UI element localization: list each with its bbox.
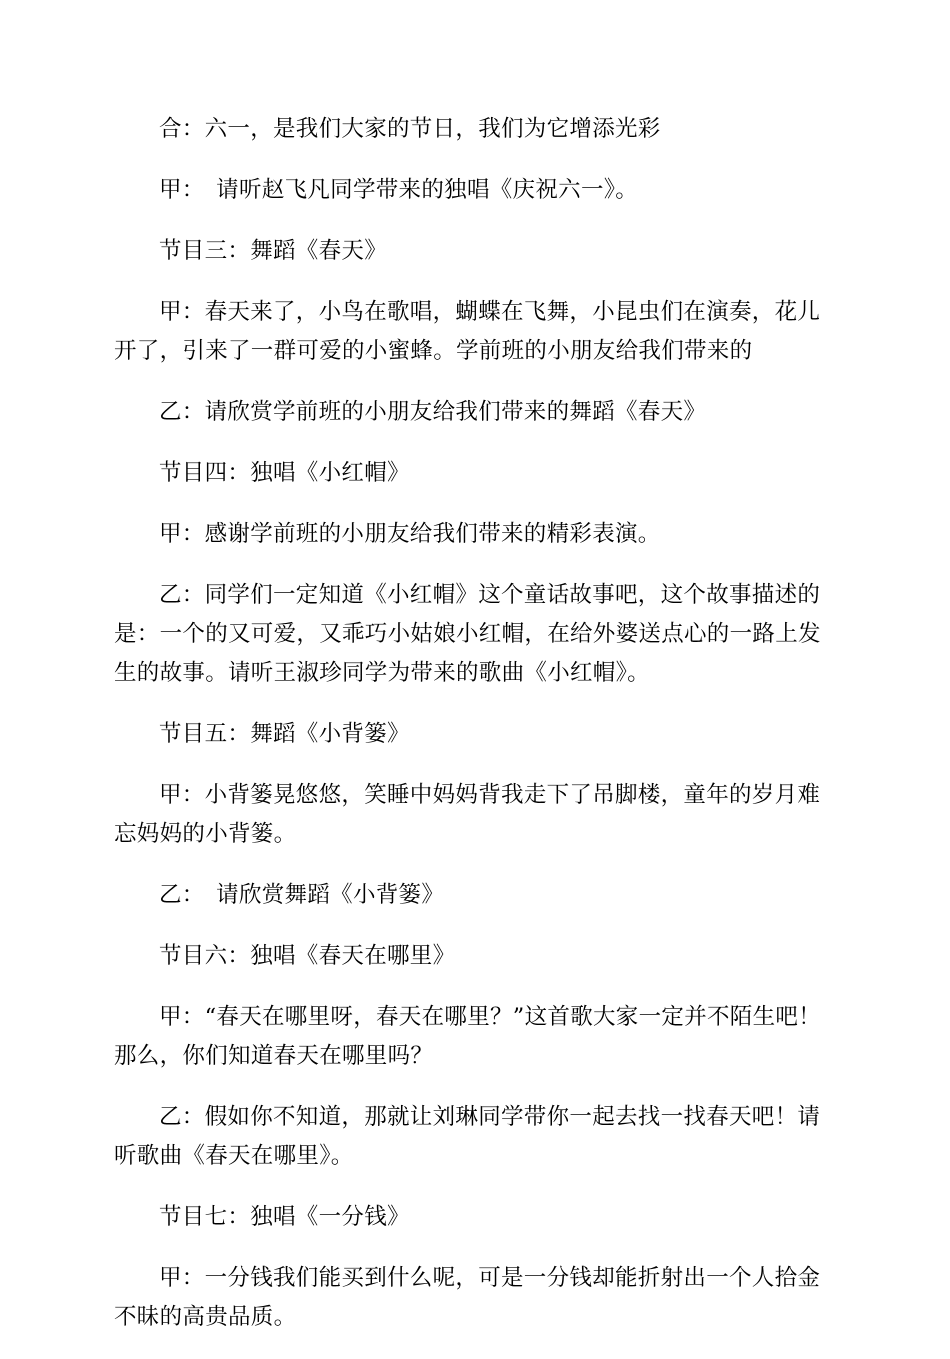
paragraph-yi-basket-dance: 乙： 请欣赏舞蹈《小背篓》: [159, 882, 445, 908]
paragraph-chorus-intro: 合：六一，是我们大家的节日，我们为它增添光彩: [159, 116, 661, 142]
program-7-heading: 节目七：独唱《一分钱》: [159, 1204, 410, 1230]
program-5-heading: 节目五：舞蹈《小背篓》: [159, 721, 410, 747]
program-4-heading: 节目四：独唱《小红帽》: [159, 460, 410, 486]
paragraph-yi-spring-dance: 乙：请欣赏学前班的小朋友给我们带来的舞蹈《春天》: [159, 399, 707, 425]
paragraph-jia-spring: 甲：春天来了，小鸟在歌唱，蝴蝶在飞舞，小昆虫们在演奏，花儿开了，引来了一群可爱的小蜜蜂。学前班的小朋友给我们带来的: [114, 299, 821, 364]
program-6-heading: 节目六：独唱《春天在哪里》: [159, 943, 456, 969]
paragraph-yi-red-riding-hood: 乙：同学们一定知道《小红帽》这个童话故事吧，这个故事描述的是：一个的又可爱，又乖巧小姑娘小红帽，在给外婆送点心的一路上发生的故事。请听王淑珍同学为带来的歌曲《小红帽》。: [114, 582, 821, 686]
paragraph-jia-where-spring: 甲：“春天在哪里呀，春天在哪里？”这首歌大家一定并不陌生吧！那么，你们知道春天在哪里吗？: [114, 1004, 822, 1069]
paragraph-yi-where-spring: 乙：假如你不知道，那就让刘琳同学带你一起去找一找春天吧！请听歌曲《春天在哪里》。: [114, 1104, 821, 1169]
document-body: [114, 110, 836, 1359]
program-3-heading: 节目三：舞蹈《春天》: [159, 238, 388, 264]
paragraph-jia-song-intro: 甲： 请听赵飞凡同学带来的独唱《庆祝六一》。: [159, 177, 639, 203]
paragraph-jia-thanks: 甲：感谢学前班的小朋友给我们带来的精彩表演。: [159, 521, 661, 547]
paragraph-jia-one-cent: 甲：一分钱我们能买到什么呢，可是一分钱却能折射出一个人拾金不昧的高贵品质。: [114, 1265, 821, 1330]
paragraph-jia-basket: 甲：小背篓晃悠悠，笑睡中妈妈背我走下了吊脚楼，童年的岁月难忘妈妈的小背篓。: [114, 782, 821, 847]
